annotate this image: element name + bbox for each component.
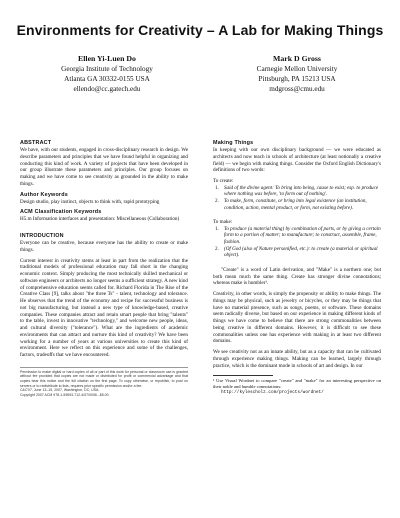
copyright-line: Copyright 2007 ACM 978-1-59593-712-4/07/0006...$5.00. [20, 392, 110, 397]
right-column [213, 140, 381, 396]
abstract-text: We have, with our students, engaged in cross-disciplinary research in design. We describe parameters and principles that we have found helpful in organizing and conducting this kind of work. A variety of projects that have been developed in our group illustrate these parameters and principles. Our group focuses on making and we have come to see creativity as grounded in the ability to make things. [20, 147, 188, 187]
author-address: Pittsburgh, PA 15213 USA [258, 75, 336, 83]
author-email: mdgross@cmu.edu [269, 85, 325, 93]
definition-item: 1. To produce (a material thing) by combination of parts, or by giving a certain form to a portion of matter; to manufacture; to construct, assemble, frame, fashion. [215, 225, 381, 246]
abstract-heading: ABSTRACT [20, 140, 52, 146]
acm-heading: ACM Classification Keywords [20, 209, 102, 216]
author-affiliation: Georgia Institute of Technology [61, 65, 153, 73]
footnote-url[interactable]: http://kylescholz.com/projects/wordnet/ [221, 390, 324, 396]
footnote: ¹ Use Visual Wordnet to compare "create" and "make" for an interesting perspective on their noble and humble connotations: [213, 378, 381, 390]
paragraph-create-make: "Create" is a word of Latin derivation, and "Make" is a northern one; but both mean much the same thing. Create has stronger divine connotations; whereas make is humbler¹. [213, 266, 381, 287]
conference-info: C&C'07, June 13–15, 2007, Washington, DC, USA. [20, 388, 100, 393]
paragraph-creativity: Creativity, in other words, is simply the propensity or ability to make things. The things may be physical, such as jewelry or bicycles, or they may be things that have no material presence, such as songs, poems, or software. These domains seem radically diverse, but based on our experience in making different kinds of things we have come to believe that there are strong commonalities between being creative in different domains. However, it is difficult to see these commonalities unless one has experience with making in at least two different domains. [213, 291, 381, 345]
create-definitions [213, 185, 381, 211]
keywords-heading: Author Keywords [20, 191, 68, 198]
author-name: Mark D Gross [273, 54, 321, 63]
intro-paragraph-2: Current interest in creativity stems at least in part from the realization that the traditional models of professional education may fall short in the changing economic context. Simply producing the most technically skilled mechanical or software engineers or architects no longer seems a sufficient strategy. A new kind of comprehensive education seems called for. Richard Florida in The Rise of the Creative Class [9], talks about "the three Ts" - talent, technology and tolerance. He observes that the trend of the economy and recipe for successful business is not big manufacturing, but instead a new type of knowledge-based, creative companies. These companies attract and retain smart people that bring "talents" to the table, invest in innovative "technology," and welcome new people, ideas, and cultural diversity ("tolerance"). What are the ingredients of academic environments that can attract and nurture this kind of creativity? We have been working for a number of years at various universities to create this kind of environment. Here we reflect on this experience and some of the challenges, factors, tradeoffs that we have encountered. [20, 257, 188, 358]
author-affiliation: Carnegie Mellon University [256, 65, 338, 73]
footnote-rule [213, 375, 273, 376]
intro-paragraph-1: Everyone can be creative, because everyone has the ability to create or make things. [20, 240, 188, 253]
author-name: Ellen Yi-Luen Do [78, 54, 136, 63]
author-address: Atlanta GA 30332-0155 USA [64, 75, 150, 83]
author-block-1 [22, 54, 192, 94]
acm-text: H5.m Information interfaces and presentation: Miscellaneous (Collaboration) [20, 216, 180, 223]
left-column [20, 140, 188, 397]
definition-item: 2. To make, form, constitute, or bring into legal existence (an institution, condition, action, mental product, or form, not existing before). [215, 197, 367, 211]
make-label: To make: [213, 219, 233, 226]
making-things-heading: Making Things [213, 140, 254, 146]
permission-text: Permission to make digital or hard copies of all or part of this work for personal or classroom use is granted without fee provided that copies are not made or distributed for profit or commercial advantage and that copies bear this notice and the full citation on the first page. To copy otherwise, or republish, to post on servers or to redistribute to lists, requires prior specific permission and/or a fee. [20, 369, 188, 388]
definition-item: 1. Said of the divine agent: To bring into being, cause to exist; esp. to produce where nothing was before, 'to form out of nothing'. [215, 184, 379, 198]
author-email: ellendo@cc.gatech.edu [73, 85, 141, 93]
author-block-2 [212, 54, 382, 94]
copyright-notice [20, 367, 188, 398]
making-paragraph-1: In keeping with our own disciplinary background — we were educated as architects and now teach in schools of architecture (at least notionally a creative field) — we begin with making things. Consider the Oxford English Dictionary's definitions of two words: [213, 147, 381, 174]
make-definitions [213, 226, 381, 259]
introduction-heading: INTRODUCTION [20, 233, 64, 239]
keywords-text: Design studio, play instinct, objects to think with, rapid prototyping [20, 198, 160, 205]
paragraph-cultivated: We see creativity not as an innate ability, but as a capacity that can be cultivated through experience making things. Making can be learned, largely through practice, which is the dominant mode in schools of art and design. In our [213, 349, 381, 369]
definition-item: 2. (Of God (also of Nature personified, etc.): to create (a material or spiritual object). [215, 245, 378, 259]
paper-title: Environments for Creativity – A Lab for Making Things [16, 22, 384, 38]
create-label: To create: [213, 178, 234, 184]
